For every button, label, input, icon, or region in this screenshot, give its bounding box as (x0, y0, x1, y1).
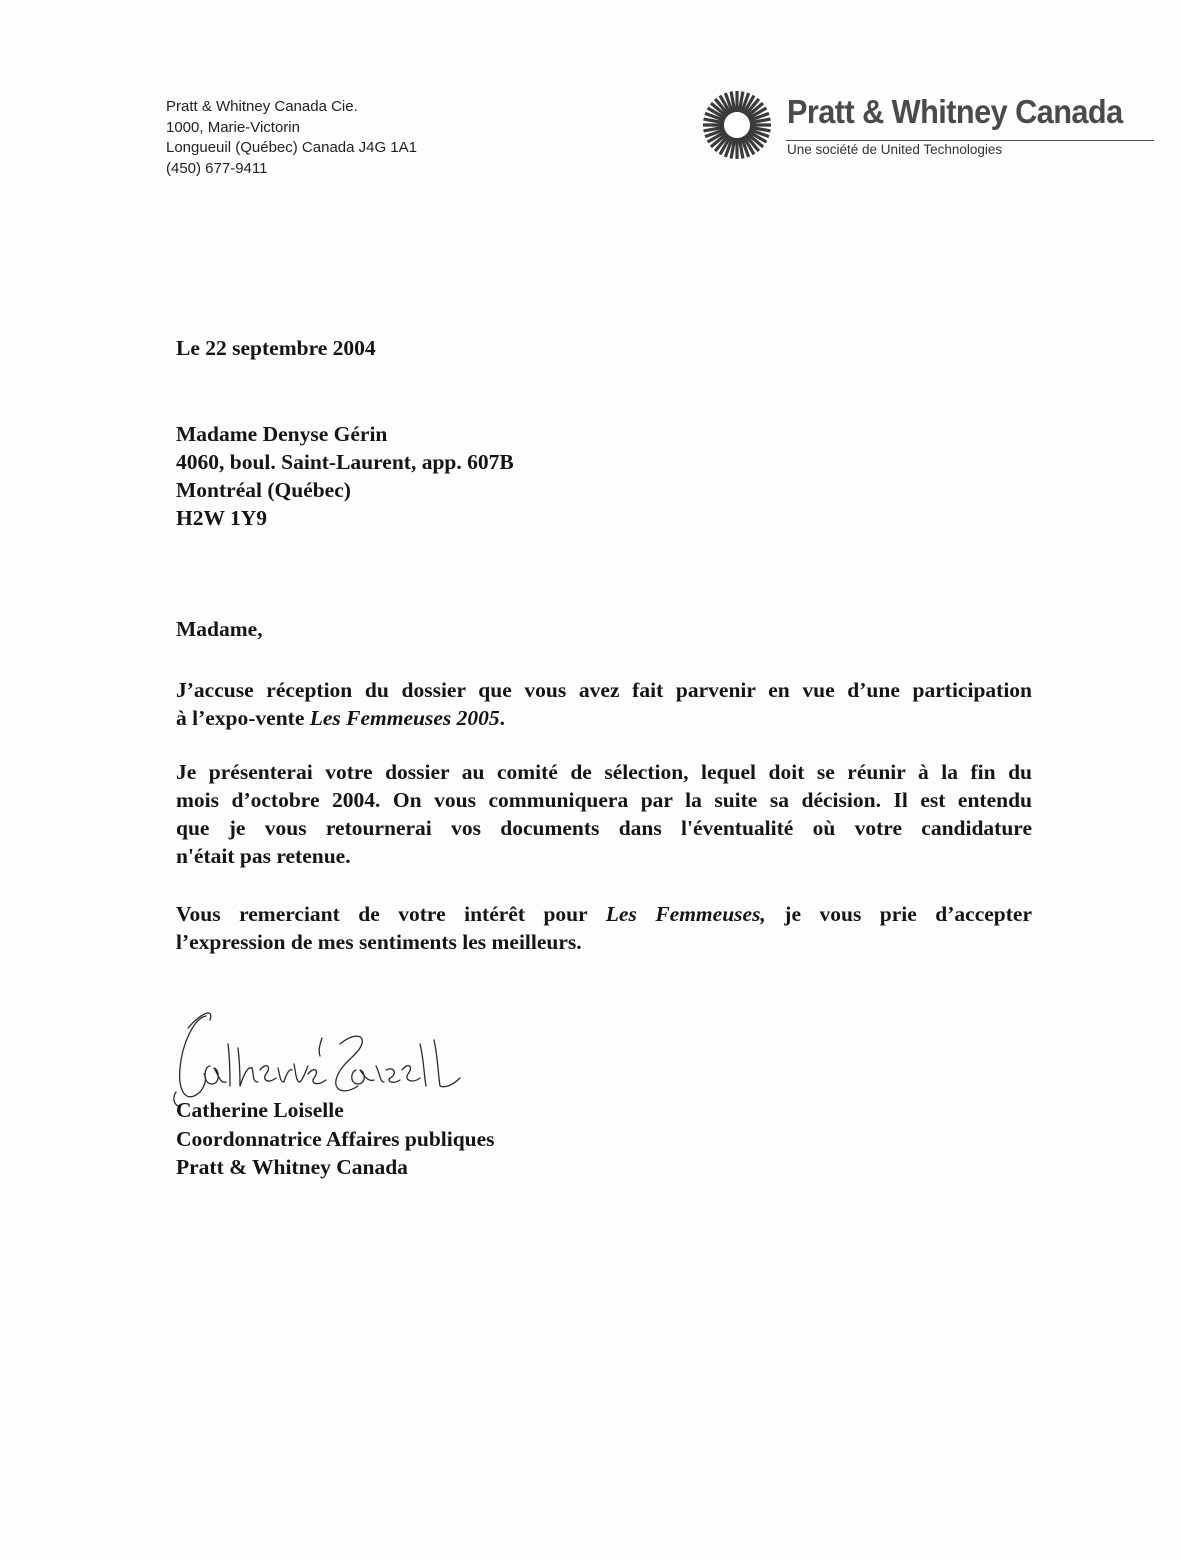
paragraph-closing (176, 900, 1032, 956)
recipient-street: 4060, boul. Saint-Laurent, app. 607B (176, 450, 514, 474)
salutation: Madame, (176, 617, 263, 641)
logo-tagline: Une société de United Technologies (787, 142, 1003, 157)
event-name: Les Femmeuses, (605, 902, 766, 926)
paragraph-line: l’expression de mes sentiments les meilleurs. (176, 930, 582, 954)
paragraph-selection (176, 758, 1032, 870)
recipient-postal-code: H2W 1Y9 (176, 506, 267, 530)
sender-company: Pratt & Whitney Canada Cie. (166, 98, 358, 115)
recipient-address (176, 420, 514, 532)
company-logo (702, 90, 1154, 162)
paragraph-acknowledgement (176, 676, 1032, 732)
recipient-name: Madame Denyse Gérin (176, 422, 388, 446)
signer-company: Pratt & Whitney Canada (176, 1155, 408, 1179)
text-segment: . (499, 706, 506, 730)
signer-title: Coordonnatrice Affaires publiques (176, 1126, 495, 1151)
signer-block (176, 1096, 495, 1182)
logo-divider (786, 140, 1154, 141)
paragraph-line: mois d’octobre 2004. On vous communiquera par la suite sa décision. Il est entendu (176, 788, 1032, 812)
paragraph-line: n'était pas retenue. (176, 844, 351, 868)
letter-date: Le 22 septembre 2004 (176, 336, 376, 360)
text-segment: je vous prie d’accepter (765, 902, 1032, 926)
sender-street: 1000, Marie-Victorin (166, 118, 300, 136)
text-segment: Vous remerciant de votre intérêt pour (176, 902, 606, 926)
sender-address (166, 97, 417, 180)
signer-name: Catherine Loiselle (176, 1098, 344, 1122)
paragraph-line: que je vous retournerai vos documents dans l'éventualité où votre candidature (176, 816, 1032, 840)
text-segment: à l’expo-vente (176, 706, 310, 730)
logo-name: Pratt & Whitney Canada (787, 93, 1123, 130)
paragraph-line: Je présenterai votre dossier au comité de sélection, lequel doit se réunir à la fin du (176, 760, 1032, 784)
event-name: Les Femmeuses 2005 (309, 706, 500, 730)
recipient-city: Montréal (Québec) (176, 478, 351, 502)
paragraph-line (176, 900, 1032, 928)
sender-city: Longueuil (Québec) Canada J4G 1A1 (166, 139, 418, 157)
sender-phone: (450) 677-9411 (166, 160, 268, 178)
paragraph-line (176, 704, 1032, 732)
sunburst-logo-icon (702, 90, 772, 160)
paragraph-line: J’accuse réception du dossier que vous avez fait parvenir en vue d’une participation (176, 678, 1032, 702)
